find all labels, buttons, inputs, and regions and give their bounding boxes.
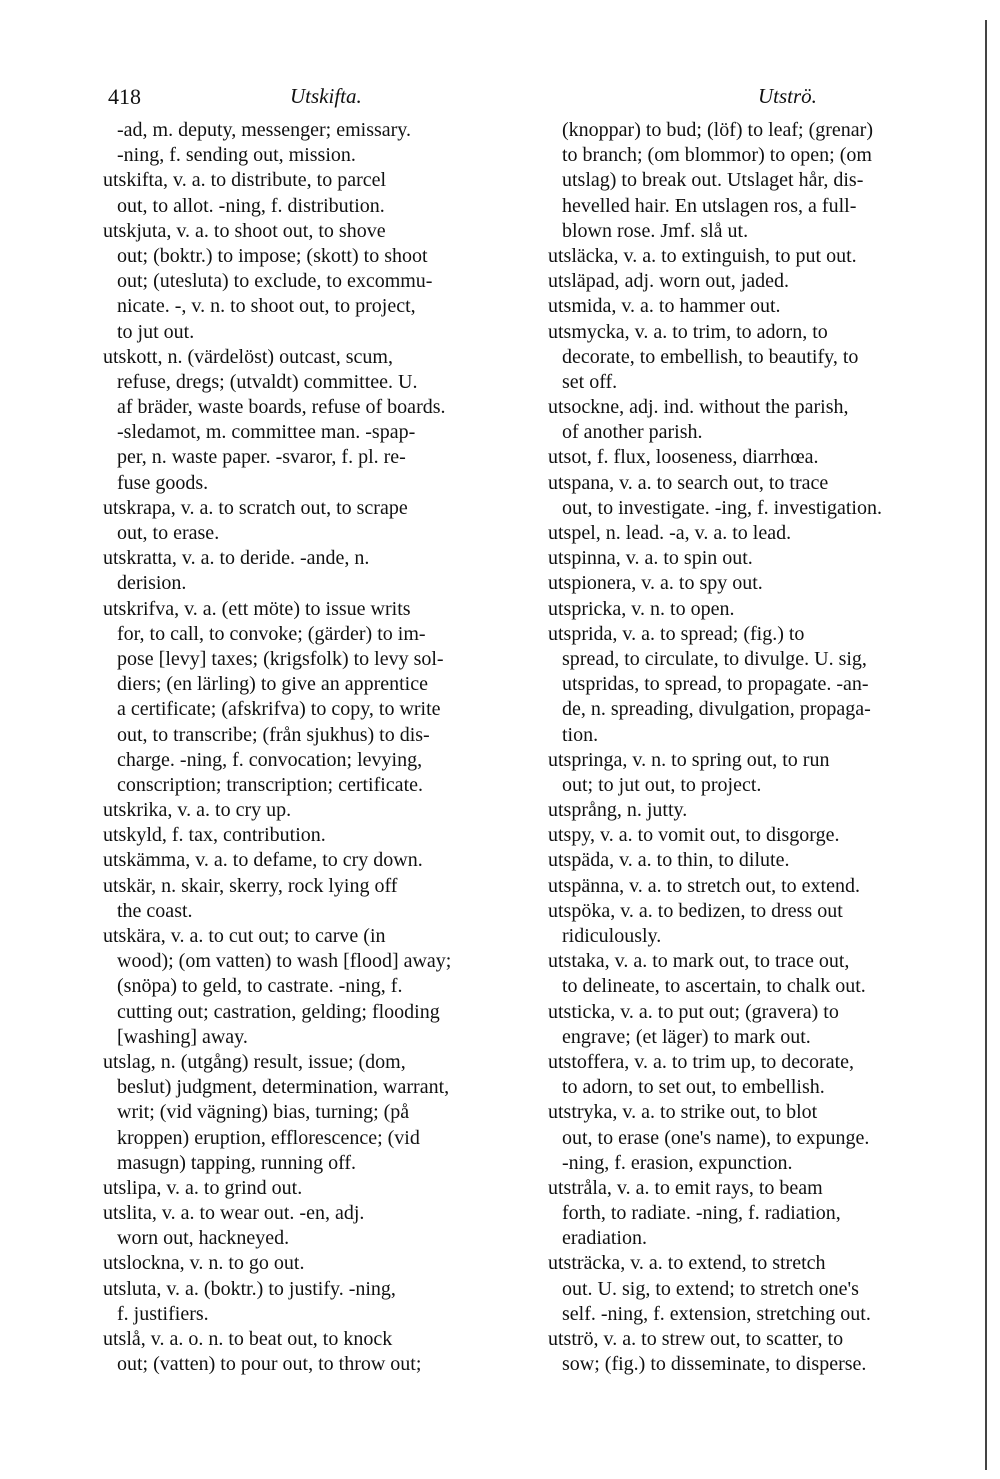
entry-line: out, to transcribe; (från sjukhus) to dis-	[117, 723, 430, 746]
headword-line: utspöka, v. a. to bedizen, to dress out	[548, 899, 843, 922]
entry-line: of another parish.	[562, 421, 703, 444]
headword-line: utskämma, v. a. to defame, to cry down.	[103, 849, 423, 872]
entry-line: forth, to radiate. -ning, f. radiation,	[562, 1202, 841, 1225]
entry-line: refuse, dregs; (utvaldt) committee. U.	[117, 370, 418, 393]
entry-line: to adorn, to set out, to embellish.	[562, 1076, 825, 1099]
entry-line: to branch; (om blommor) to open; (om	[562, 144, 872, 167]
headword-line: utsticka, v. a. to put out; (gravera) to	[548, 1000, 839, 1023]
entry-line: to delineate, to ascertain, to chalk out.	[562, 975, 866, 998]
entry-line: out; to jut out, to project.	[562, 773, 762, 796]
headword-line: utskjuta, v. a. to shoot out, to shove	[103, 219, 386, 242]
entry-line: af bräder, waste boards, refuse of boards.	[117, 396, 446, 419]
entry-line: ridiculously.	[562, 925, 662, 947]
headword-line: utskära, v. a. to cut out; to carve (in	[103, 925, 386, 947]
right-running-head: Utströ.	[758, 84, 817, 108]
right-column	[548, 118, 976, 1377]
headword-line: utsot, f. flux, looseness, diarrhœa.	[548, 446, 819, 469]
headword-line: utstaka, v. a. to mark out, to trace out,	[548, 950, 850, 973]
entry-line: tion.	[562, 723, 599, 746]
headword-line: utslag, n. (utgång) result, issue; (dom,	[103, 1050, 406, 1073]
entry-line: sow; (fig.) to disseminate, to disperse.	[562, 1353, 867, 1376]
headword-line: utslå, v. a. o. n. to beat out, to knock	[103, 1328, 393, 1350]
entry-line: out, to erase.	[117, 522, 220, 544]
entry-line: out; (utesluta) to exclude, to excommu-	[117, 270, 433, 293]
entry-line: out, to erase (one's name), to expunge.	[562, 1126, 870, 1149]
entry-line: out, to allot. -ning, f. distribution.	[117, 194, 385, 217]
entry-line: -ning, f. erasion, expunction.	[562, 1151, 793, 1174]
headword-line: utslockna, v. n. to go out.	[103, 1252, 305, 1275]
entry-line: utspridas, to spread, to propagate. -an-	[562, 673, 869, 696]
headword-line: utstråla, v. a. to emit rays, to beam	[548, 1176, 823, 1199]
headword-line: utskrapa, v. a. to scratch out, to scrape	[103, 496, 408, 519]
headword-line: utspricka, v. n. to open.	[548, 597, 735, 620]
entry-line: the coast.	[117, 899, 193, 922]
entry-line: to jut out.	[117, 320, 195, 343]
headword-line: utströ, v. a. to strew out, to scatter, to	[548, 1328, 844, 1350]
headword-line: utstoffera, v. a. to trim up, to decorate,	[548, 1050, 855, 1073]
headword-line: utstryka, v. a. to strike out, to blot	[548, 1101, 818, 1124]
headword-line: utskifta, v. a. to distribute, to parcel	[103, 169, 387, 192]
headword-line: utsläcka, v. a. to extinguish, to put out.	[548, 244, 857, 267]
headword-line: utsockne, adj. ind. without the parish,	[548, 396, 849, 419]
headword-line: utskrika, v. a. to cry up.	[103, 799, 292, 822]
headword-line: utsläpad, adj. worn out, jaded.	[548, 270, 790, 293]
entry-line: -sledamot, m. committee man. -spap-	[117, 421, 416, 444]
entry-line: masugn) tapping, running off.	[117, 1151, 357, 1174]
entry-line: set off.	[562, 370, 618, 393]
entry-line: conscription; transcription; certificate.	[117, 773, 423, 796]
headword-line: utsträcka, v. a. to extend, to stretch	[548, 1252, 826, 1275]
headword-line: utspionera, v. a. to spy out.	[548, 572, 763, 595]
headword-line: utspäda, v. a. to thin, to dilute.	[548, 849, 790, 872]
headword-line: utspänna, v. a. to stretch out, to extend.	[548, 874, 860, 897]
entry-line: decorate, to embellish, to beautify, to	[562, 345, 859, 368]
entry-line: wood); (om vatten) to wash [flood] away;	[117, 950, 452, 973]
entry-line: out. U. sig, to extend; to stretch one's	[562, 1277, 859, 1300]
entry-line: derision.	[117, 572, 187, 595]
headword-line: utskott, n. (värdelöst) outcast, scum,	[103, 345, 393, 368]
headword-line: utsluta, v. a. (boktr.) to justify. -ning,	[103, 1277, 396, 1300]
entry-line: spread, to circulate, to divulge. U. sig,	[562, 647, 867, 670]
entry-line: per, n. waste paper. -svaror, f. pl. re-	[117, 446, 406, 469]
entry-line: for, to call, to convoke; (gärder) to im-	[117, 622, 426, 645]
entry-line: nicate. -, v. n. to shoot out, to project,	[117, 295, 416, 318]
entry-line: eradiation.	[562, 1227, 647, 1250]
headword-line: utspy, v. a. to vomit out, to disgorge.	[548, 824, 840, 847]
entry-line: self. -ning, f. extension, stretching out.	[562, 1302, 871, 1325]
entry-line: a certificate; (afskrifva) to copy, to write	[117, 698, 441, 721]
headword-line: utspana, v. a. to search out, to trace	[548, 471, 829, 494]
page-edge-rule	[985, 20, 987, 1470]
entry-line: writ; (vid vägning) bias, turning; (på	[117, 1101, 410, 1124]
entry-line: beslut) judgment, determination, warrant,	[117, 1076, 450, 1099]
headword-line: utsmida, v. a. to hammer out.	[548, 295, 781, 318]
headword-line: utskyld, f. tax, contribution.	[103, 824, 326, 847]
headword-line: utskrifva, v. a. (ett möte) to issue writs	[103, 597, 411, 620]
entry-line: blown rose. Jmf. slå ut.	[562, 219, 749, 242]
entry-line: -ad, m. deputy, messenger; emissary.	[117, 119, 411, 141]
entry-line: f. justifiers.	[117, 1302, 209, 1325]
entry-line: utslag) to break out. Utslaget hår, dis-	[562, 169, 864, 192]
entry-line: de, n. spreading, divulgation, propaga-	[562, 698, 871, 721]
entry-line: out, to investigate. -ing, f. investigation.	[562, 496, 882, 519]
entry-line: (snöpa) to geld, to castrate. -ning, f.	[117, 975, 403, 998]
headword-line: utspel, n. lead. -a, v. a. to lead.	[548, 522, 792, 544]
headword-line: utsprida, v. a. to spread; (fig.) to	[548, 622, 805, 645]
entry-line: fuse goods.	[117, 471, 209, 494]
page-header	[108, 84, 978, 114]
entry-line: out; (boktr.) to impose; (skott) to shoot	[117, 244, 428, 267]
headword-line: utspinna, v. a. to spin out.	[548, 547, 753, 570]
entry-line: charge. -ning, f. convocation; levying,	[117, 748, 423, 771]
headword-line: utsprång, n. jutty.	[548, 799, 688, 822]
headword-line: utskratta, v. a. to deride. -ande, n.	[103, 547, 370, 570]
headword-line: utslipa, v. a. to grind out.	[103, 1176, 303, 1199]
headword-line: utslita, v. a. to wear out. -en, adj.	[103, 1202, 365, 1225]
entry-line: pose [levy] taxes; (krigsfolk) to levy sol-	[117, 647, 444, 670]
left-column	[103, 118, 529, 1377]
entry-line: -ning, f. sending out, mission.	[117, 144, 356, 167]
left-running-head: Utskifta.	[290, 84, 362, 108]
entry-line: diers; (en lärling) to give an apprentice	[117, 673, 428, 696]
headword-line: utskär, n. skair, skerry, rock lying off	[103, 874, 398, 897]
headword-line: utspringa, v. n. to spring out, to run	[548, 748, 830, 771]
entry-line: out; (vatten) to pour out, to throw out;	[117, 1353, 422, 1376]
headword-line: utsmycka, v. a. to trim, to adorn, to	[548, 320, 828, 343]
page-number: 418	[108, 84, 141, 109]
entry-line: [washing] away.	[117, 1025, 248, 1048]
entry-line: kroppen) eruption, efflorescence; (vid	[117, 1126, 420, 1149]
entry-line: engrave; (et läger) to mark out.	[562, 1025, 811, 1048]
entry-line: worn out, hackneyed.	[117, 1227, 290, 1250]
entry-line: cutting out; castration, gelding; flooding	[117, 1000, 440, 1023]
entry-line: hevelled hair. En utslagen ros, a full-	[562, 194, 857, 217]
entry-line: (knoppar) to bud; (löf) to leaf; (grenar)	[562, 119, 873, 141]
